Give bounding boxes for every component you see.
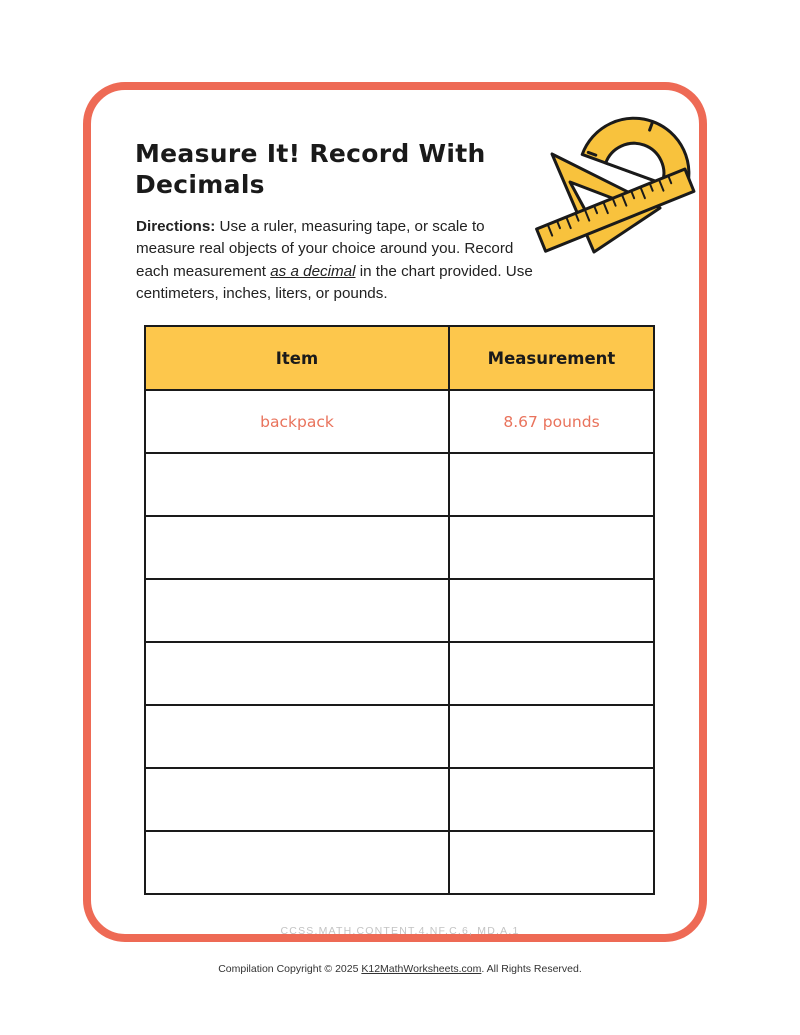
worksheet-title: Measure It! Record With Decimals — [135, 139, 486, 199]
table-row — [145, 453, 654, 516]
item-cell[interactable] — [145, 516, 449, 579]
item-cell[interactable] — [145, 705, 449, 768]
table-row — [145, 516, 654, 579]
item-cell[interactable] — [145, 579, 449, 642]
directions-emphasis: as a decimal — [270, 262, 356, 280]
table-row — [145, 705, 654, 768]
item-cell[interactable]: backpack — [145, 390, 449, 453]
table-row — [145, 831, 654, 894]
website-link[interactable]: K12MathWorksheets.com — [361, 963, 482, 975]
table-row — [145, 390, 654, 453]
directions — [136, 216, 536, 305]
copyright-text-before: Compilation Copyright © 2025 — [218, 963, 362, 975]
directions-text-after: in the chart provided. Use centimeters, inches, liters, or pounds. — [136, 262, 533, 302]
column-header-measurement: Measurement — [449, 326, 654, 390]
item-cell[interactable] — [145, 831, 449, 894]
measurement-cell[interactable]: 8.67 pounds — [449, 390, 654, 453]
table-row — [145, 642, 654, 705]
column-header-item: Item — [145, 326, 449, 390]
table-row — [145, 579, 654, 642]
item-cell[interactable] — [145, 453, 449, 516]
measurement-cell[interactable] — [449, 642, 654, 705]
item-cell[interactable] — [145, 768, 449, 831]
copyright-notice — [0, 963, 800, 975]
table-row — [145, 768, 654, 831]
copyright-text-after: . All Rights Reserved. — [481, 963, 582, 975]
measurement-cell[interactable] — [449, 768, 654, 831]
measurement-cell[interactable] — [449, 579, 654, 642]
directions-label: Directions: — [136, 218, 216, 235]
table-header-row — [145, 326, 654, 390]
ruler-protractor-triangle-icon — [528, 112, 698, 262]
standard-code: CCSS.MATH.CONTENT.4.NF.C.6, MD.A.1 — [280, 925, 520, 937]
measurement-cell[interactable] — [449, 831, 654, 894]
item-cell[interactable] — [145, 642, 449, 705]
measurement-cell[interactable] — [449, 705, 654, 768]
measurement-cell[interactable] — [449, 516, 654, 579]
measurement-cell[interactable] — [449, 453, 654, 516]
measurement-table — [144, 325, 655, 895]
directions-text-before: Use a ruler, measuring tape, or scale to measure real objects of your choice around you. Record each measurement — [136, 218, 514, 280]
